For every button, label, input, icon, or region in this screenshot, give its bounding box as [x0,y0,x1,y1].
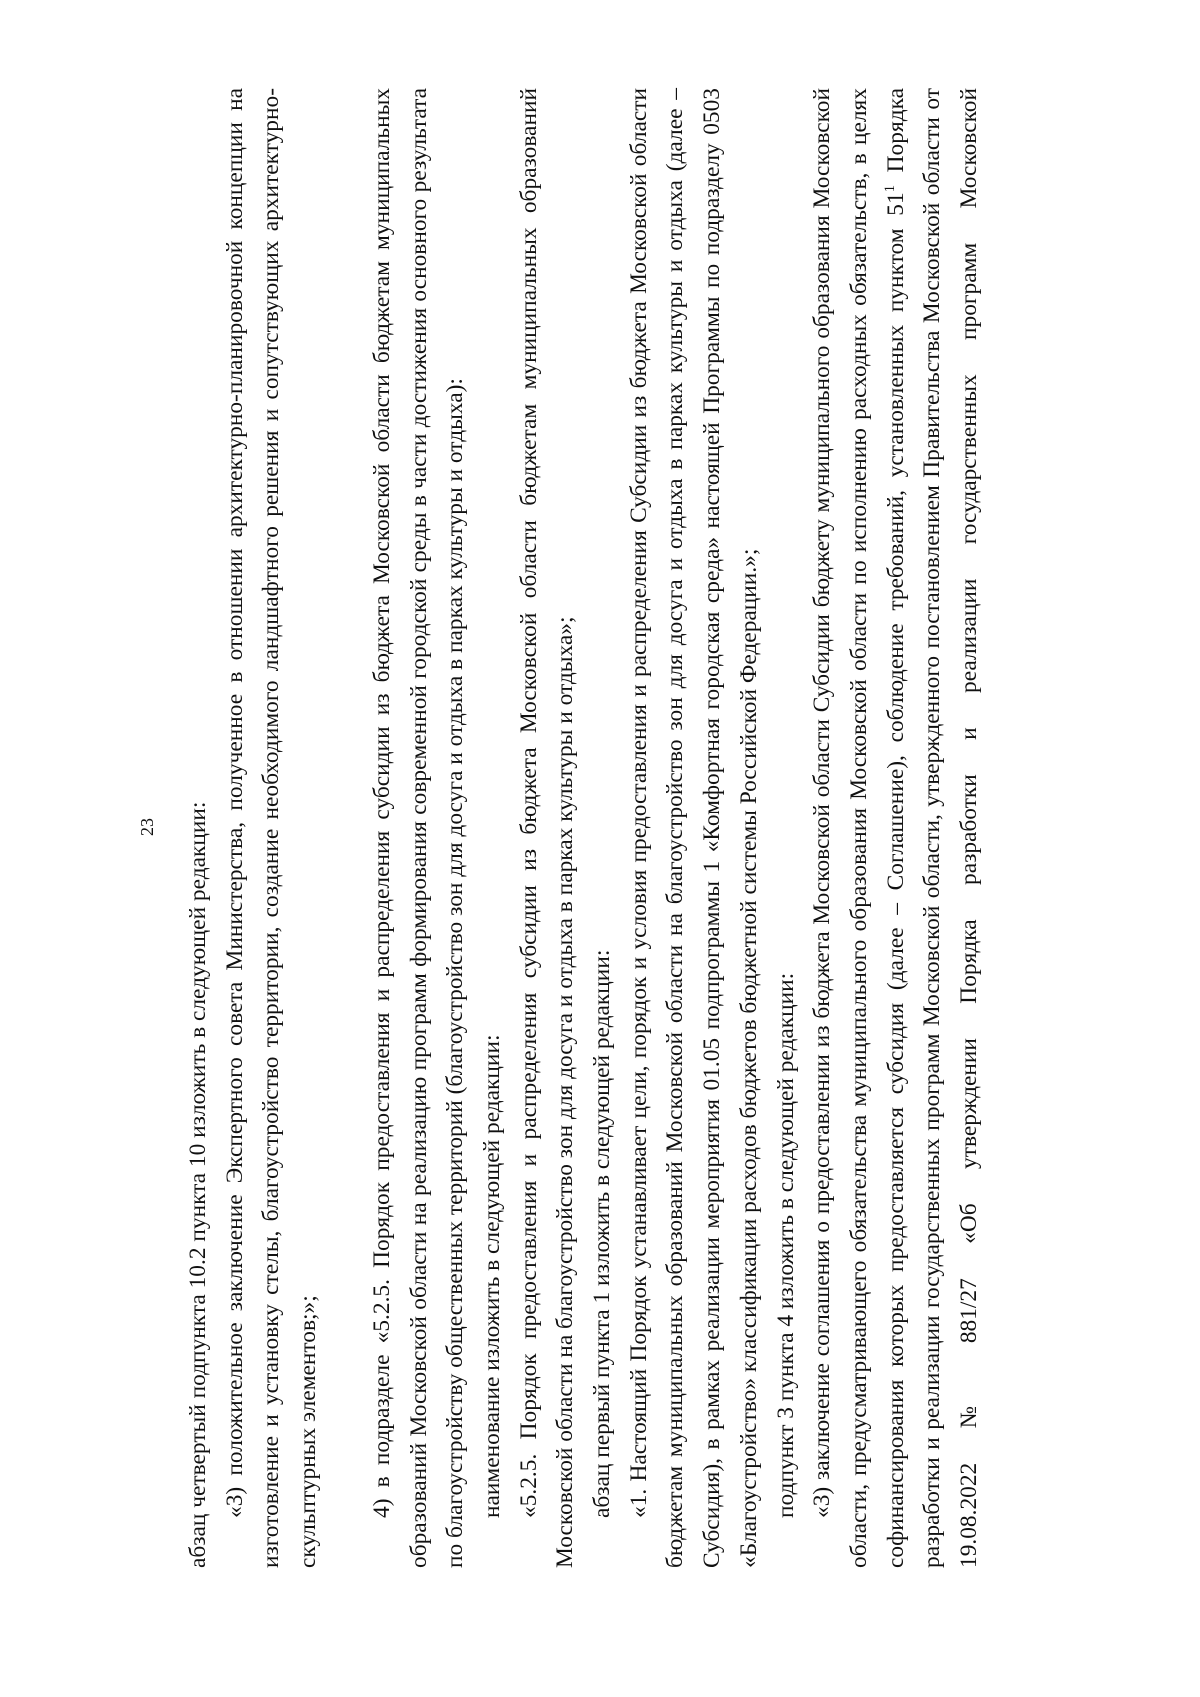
paragraph-subitem-instruction: подпункт 3 пункта 4 изложить в следующей редакции: [772,972,799,1518]
paragraph-subitem-3 [804,88,988,1568]
paragraph-clause-1: «1. Настоящий Порядок устанавливает цели, порядок и условия предоставления и распределения Субсидии из бюджета Московской области бюджетам муниципальных образований Московской области на благоустройство зон для досуга и отдыха в парках культуры и отдыха (далее – Субсидия), в рамках реализации мероприятия 01.05 подпрограммы 1 «Комфортная городская среда» настоящей Программы по подразделу 0503 «Благоустройство» классификации расходов бюджетов бюджетной системы Российской Федерации.»; [625,88,762,1568]
paragraph-item-4: 4) в подразделе «5.2.5. Порядок предоставления и распределения субсидии из бюджета Московской области бюджетам муниципальных образований Московской области на реализацию программ формирования современной городской среды в части достижения основного результата по благоустройству общественных территорий (благоустройство зон для досуга и отдыха в парках культуры и отдыха): [368,88,469,1568]
paragraph-new-title: «5.2.5. Порядок предоставления и распределения субсидии из бюджета Московской области бюджетам муниципальных образований Московской области на благоустройство зон для досуга и отдыха в парках культуры и отдыха»; [515,88,579,1568]
page-number: 23 [137,818,157,836]
paragraph-first-para-instruction: абзац первый пункта 1 изложить в следующей редакции: [589,949,616,1518]
subitem-3-text-end: Порядка разработки и реализации государственных программ Московской области, утвержденного постановлением Правительства Московской области от 19.08.2022 № 881/27 «Об утверждении Порядка разработки и реализации государственных программ Московской [882,88,983,1568]
paragraph-quoted-item-3: «3) положительное заключение Экспертного совета Министерства, полученное в отношении архитектурно-планировочной концепции на изготовление и установку стелы, благоустройство территории, создание необходимого ландшафтного решения и сопутствующих архитектурно-скульптурных элементов;»; [221,88,322,1568]
footnote-superscript: 1 [881,185,898,193]
paragraph-title-instruction: наименование изложить в следующей редакции: [478,1034,505,1518]
subitem-3-text-start: «3) заключение соглашения о предоставлении из бюджета Московской области Субсидии бюджету муниципального образования Московской области, предусматривающего обязательства муниципального образования Московской области по исполнению расходных обязательств, в целях софинансирования которых предоставляется субсидия (далее – Соглашение), соблюдение требований, установленных пунктом 51 [809,88,909,1568]
document-body [180,88,988,1568]
paragraph-amendment-intro: абзац четвертый подпункта 10.2 пункта 10 изложить в следующей редакции: [185,801,211,1568]
